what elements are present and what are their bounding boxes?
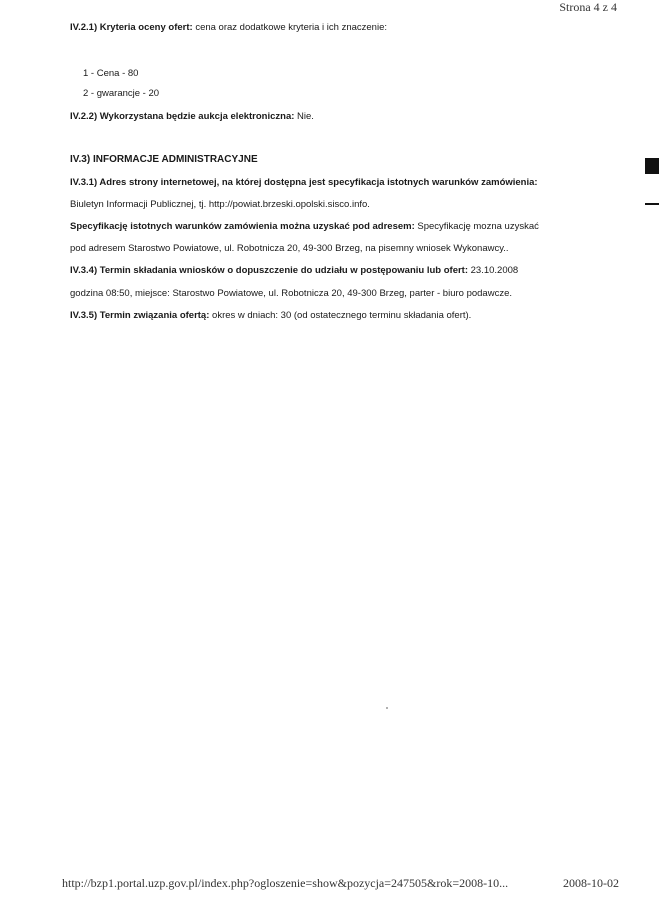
section-iv-3-heading: IV.3) INFORMACJE ADMINISTRACYJNE [70,154,258,165]
footer-date: 2008-10-02 [563,876,619,890]
page-number: Strona 4 z 4 [559,0,617,14]
section-iv-2-2 [70,111,314,123]
footer-url: http://bzp1.portal.uzp.gov.pl/index.php?ogloszenie=show&pozycja=247505&rok=2008-10... [62,876,509,890]
section-iv-3-4 [70,265,518,277]
section-spec-text: pod adresem Starostwo Powiatowe, ul. Robotnicza 20, 49-300 Brzeg, na pisemny wniosek Wykonawcy.. [70,243,509,254]
section-label: IV.2.2) Wykorzystana będzie aukcja elektroniczna: [70,111,295,122]
scan-edge-mark [645,203,659,205]
scan-edge-mark [645,158,659,174]
section-iv-2-1 [70,22,387,34]
criterion-item: 1 - Cena - 80 [83,68,139,79]
section-iv-3-1-label: IV.3.1) Adres strony internetowej, na której dostępna jest specyfikacja istotnych warunków zamówienia: [70,177,538,188]
section-text: Specyfikację mozna uzyskać [417,221,539,232]
section-text: Nie. [297,111,314,122]
section-label: IV.3.5) Termin związania ofertą: [70,310,210,321]
section-label: IV.2.1) Kryteria oceny ofert: [70,22,193,33]
section-text: okres w dniach: 30 (od ostatecznego terminu składania ofert). [212,310,472,321]
criterion-item: 2 - gwarancje - 20 [83,88,160,99]
scan-speck [386,707,388,709]
section-label: Specyfikację istotnych warunków zamówienia można uzyskać pod adresem: [70,221,415,232]
section-iv-3-4-text: godzina 08:50, miejsce: Starostwo Powiatowe, ul. Robotnicza 20, 49-300 Brzeg, parter - biuro podawcze. [70,288,512,299]
section-label: IV.3.4) Termin składania wniosków o dopuszczenie do udziału w postępowaniu lub ofert: [70,265,468,276]
section-text: 23.10.2008 [470,265,519,276]
section-text: cena oraz dodatkowe kryteria i ich znaczenie: [195,22,387,33]
section-iv-3-1-text: Biuletyn Informacji Publicznej, tj. http://powiat.brzeski.opolski.sisco.info. [70,199,370,210]
section-iv-3-5 [70,310,471,322]
section-spec [70,221,539,233]
